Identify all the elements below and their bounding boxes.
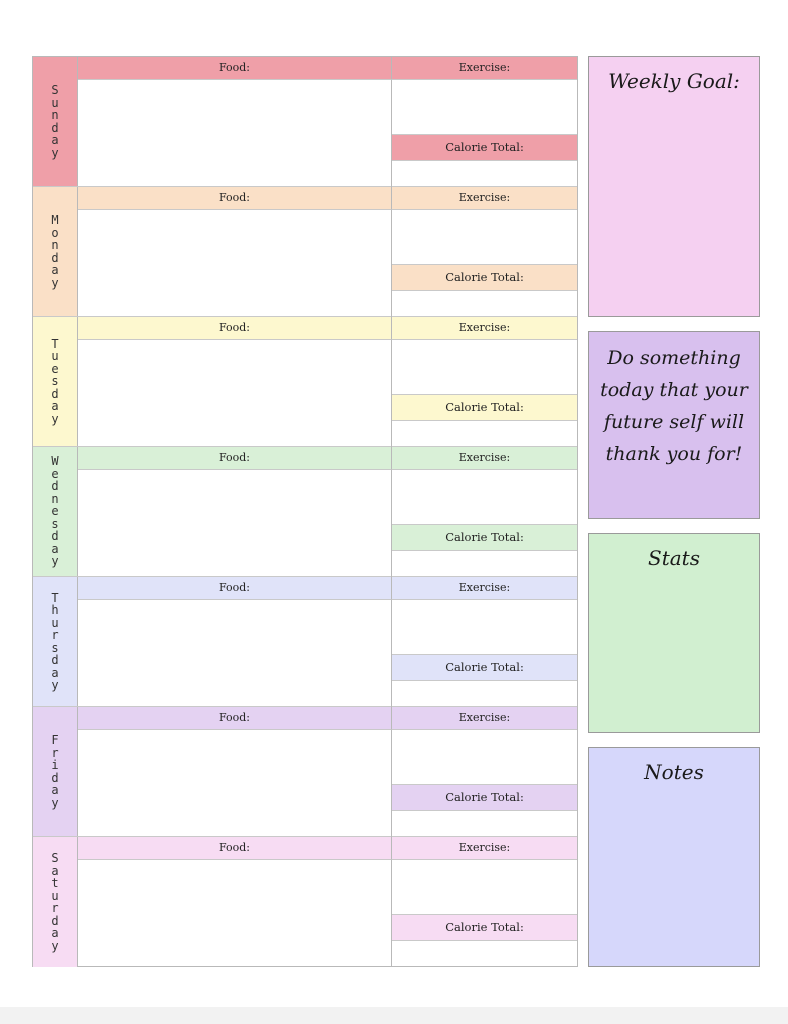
calorie-total-header: Calorie Total: [392,134,577,161]
exercise-header: Exercise: [392,317,577,340]
weekly-goal-title: Weekly Goal: [608,69,740,93]
day-name: Tuesday [51,336,59,426]
weekly-goal-box[interactable] [588,56,760,317]
food-header: Food: [78,837,392,860]
notes-title: Notes [644,760,704,784]
calorie-total-header: Calorie Total: [392,784,577,811]
day-row-tuesday [33,317,577,447]
quote-box [588,331,760,519]
day-row-wednesday [33,447,577,577]
food-header: Food: [78,57,392,80]
day-row-sunday [33,57,577,187]
day-row-monday [33,187,577,317]
day-row-thursday [33,577,577,707]
day-name: Friday [51,733,59,810]
notes-box[interactable] [588,747,760,967]
calorie-total-header: Calorie Total: [392,654,577,681]
day-name: Saturday [51,851,59,953]
food-entry-area[interactable] [78,860,392,967]
food-header: Food: [78,187,392,210]
stats-box[interactable] [588,533,760,733]
day-row-saturday [33,837,577,967]
food-entry-area[interactable] [78,210,392,317]
day-label-monday [33,187,78,316]
calorie-total-header: Calorie Total: [392,264,577,291]
exercise-header: Exercise: [392,447,577,470]
calorie-total-header: Calorie Total: [392,914,577,941]
food-entry-area[interactable] [78,470,392,577]
food-entry-area[interactable] [78,340,392,447]
food-entry-area[interactable] [78,80,392,187]
food-entry-area[interactable] [78,730,392,837]
day-name: Monday [51,213,59,290]
exercise-header: Exercise: [392,837,577,860]
motivational-quote: Do something today that your future self will thank you for! [600,347,748,465]
day-label-thursday [33,577,78,706]
calorie-total-header: Calorie Total: [392,524,577,551]
exercise-header: Exercise: [392,577,577,600]
day-row-friday [33,707,577,837]
exercise-header: Exercise: [392,707,577,730]
day-name: Wednesday [51,454,59,569]
day-name: Thursday [51,590,59,692]
day-label-tuesday [33,317,78,446]
food-header: Food: [78,317,392,340]
viewer-bottom-bar [0,1007,788,1024]
day-label-sunday [33,57,78,186]
day-label-saturday [33,837,78,967]
stats-title: Stats [648,546,700,570]
calorie-total-header: Calorie Total: [392,394,577,421]
day-label-friday [33,707,78,836]
food-header: Food: [78,577,392,600]
food-entry-area[interactable] [78,600,392,707]
exercise-header: Exercise: [392,187,577,210]
exercise-header: Exercise: [392,57,577,80]
weekly-planner [32,56,578,967]
day-label-wednesday [33,447,78,576]
day-name: Sunday [51,83,59,160]
food-header: Food: [78,447,392,470]
food-header: Food: [78,707,392,730]
